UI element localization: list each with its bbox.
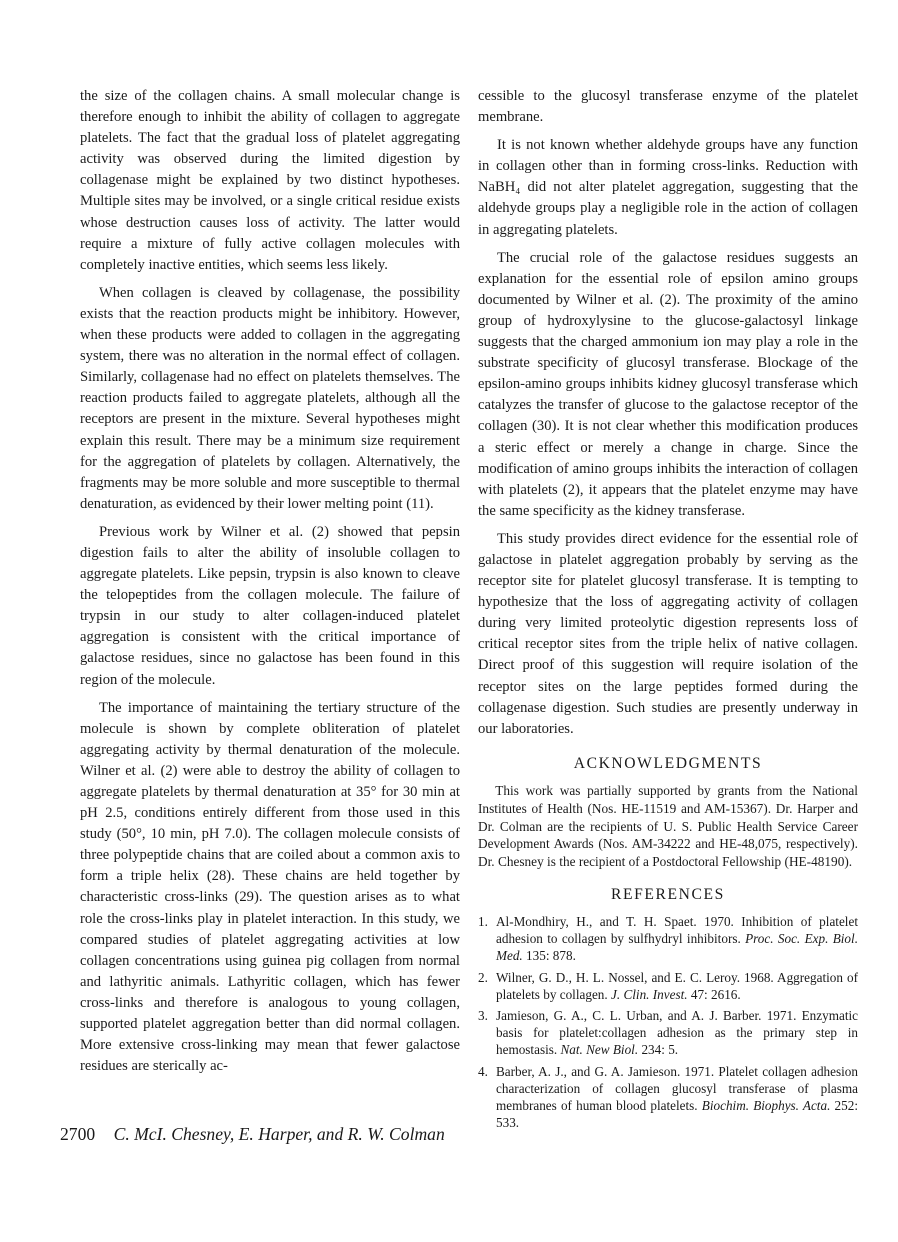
- reference-authors: Barber, A. J., and G. A. Jamieson. 1971. Platelet collagen adhesion characterization of collagen glucosyl transferase of plasma membranes of human blood platelets.: [496, 1063, 858, 1114]
- reference-journal: Proc. Soc. Exp. Biol. Med.: [496, 931, 858, 964]
- reference-pages: 533.: [496, 1115, 520, 1131]
- reference-pages: 2616.: [711, 986, 741, 1002]
- body-paragraph: Previous work by Wilner et al. (2) showed that pepsin digestion fails to alter the ability of insoluble collagen to aggregate platelets. Like pepsin, trypsin is also known to cleave the telopeptides from the collagen molecule. The failure of trypsin in our study to alter collagen-induced platelet aggregation is consistent with the critical importance of galactose residues, since no galactose has been found in this region of the molecule.: [80, 523, 460, 688]
- reference-volume: 234:: [641, 1042, 665, 1058]
- reference-journal: Nat. New Biol.: [560, 1042, 639, 1058]
- reference-item: [478, 969, 858, 1003]
- reference-item: [478, 1063, 858, 1132]
- page-footer: [60, 1124, 445, 1145]
- reference-volume: 135:: [526, 948, 550, 964]
- body-paragraph: the size of the collagen chains. A small molecular change is therefore enough to inhibit the ability of collagen to aggregate platelets. The fact that the gradual loss of platelet aggregating activity was observed during the limited digestion by collagenase might be explained by two distinct hypotheses. Multiple sites may be involved, or a single critical residue exists whose destruction causes loss of activity. The latter would require a mixture of fully active collagen molecules with completely inactive entities, which seems less likely.: [80, 88, 460, 273]
- reference-number: 2.: [478, 969, 488, 985]
- references-heading: REFERENCES: [611, 885, 725, 903]
- reference-pages: 878.: [552, 948, 576, 964]
- reference-journal: J. Clin. Invest.: [611, 986, 688, 1002]
- reference-item: [478, 1007, 858, 1059]
- body-paragraph: cessible to the glucosyl transferase enzyme of the platelet membrane.: [478, 88, 858, 126]
- body-paragraph: This study provides direct evidence for the essential role of galactose in platelet aggregation probably by serving as the receptor site for platelet glucosyl transferase. It is tempting to hypothesize that the loss of aggregating activity of collagen during very limited proteolytic digestion represents loss of critical receptor sites from the triple helix of native collagen. Direct proof of this suggestion will require isolation of the receptor sites on the large peptides formed during the collagenase digestion. Such studies are presently underway in our laboratories.: [478, 530, 858, 737]
- body-paragraph: It is not known whether aldehyde groups have any function in collagen other than in forming cross-links. Reduction with NaBH₄ did not alter platelet aggregation, suggesting that the aldehyde groups play a negligible role in the action of collagen in aggregating platelets.: [478, 137, 858, 238]
- reference-item: [478, 913, 858, 965]
- acknowledgments-text: This work was partially supported by grants from the National Institutes of Health (Nos. HE-11519 and AM-15367). Dr. Harper and Dr. Colman are the recipients of U. S. Public Health Service Career Development Awards (Nos. AM-34222 and HE-48,075, respectively). Dr. Chesney is the recipient of a Postdoctoral Fellowship (HE-48190).: [478, 782, 858, 870]
- acknowledgments-heading: ACKNOWLEDGMENTS: [573, 754, 763, 772]
- reference-volume: 47:: [690, 986, 708, 1002]
- reference-number: 1.: [478, 913, 488, 929]
- reference-number: 3.: [478, 1008, 488, 1023]
- reference-number: 4.: [478, 1063, 488, 1079]
- running-authors: C. McI. Chesney, E. Harper, and R. W. Colman: [113, 1124, 445, 1144]
- page-number: 2700: [60, 1124, 96, 1144]
- right-column: [478, 86, 858, 1135]
- body-paragraph: The importance of maintaining the tertiary structure of the molecule is shown by complete obliteration of platelet aggregating activity by thermal denaturation of the molecule. Wilner et al. (2) were able to destroy the ability of collagen to aggregate platelets by thermal denaturation at 35° for 30 min at pH 2.5, conditions entirely different from those used in this study (50°, 10 min, pH 7.0). The collagen molecule consists of three polypeptide chains that are coiled about a common axis to form a triple helix (28). These chains are held together by characteristic cross-links (29). The question arises as to what role the cross-links play in platelet interaction. In this study, we compared studies of platelet aggregating activities at low collagen concentrations using guinea pig collagen from normal and lathyritic animals. Lathyritic collagen, which has fewer cross-links and therefore is analogous to young collagen, supported platelet aggregation better than did normal collagen. More extensive cross-linking may mean that fewer galactose residues are sterically ac-: [80, 699, 460, 1075]
- reference-authors: Jamieson, G. A., C. L. Urban, and A. J. Barber. 1971. Enzymatic basis for platelet:collagen adhesion as the primary step in hemostasis.: [496, 1008, 858, 1058]
- reference-pages: 5.: [668, 1042, 679, 1058]
- body-paragraph: When collagen is cleaved by collagenase, the possibility exists that the reaction products might be inhibitory. However, when these products were added to collagen in the aggregating system, there was no alteration in the normal effect of collagen. Similarly, collagenase had no effect on platelets themselves. The reaction products failed to aggregate platelets, although all the receptors are present in the mixture. Several hypotheses might explain this result. There may be a minimum size requirement for the aggregation of platelets by collagen. Alternatively, the fragments may be more soluble and more susceptible to thermal denaturation, as evidenced by their lower melting point (11).: [80, 284, 460, 512]
- reference-authors: Wilner, G. D., H. L. Nossel, and E. C. Leroy. 1968. Aggregation of platelets by collagen.: [496, 969, 858, 1002]
- reference-journal: Biochim. Biophys. Acta.: [701, 1098, 831, 1114]
- reference-authors: Al-Mondhiry, H., and T. H. Spaet. 1970. Inhibition of platelet adhesion to collagen by sulfhydryl inhibitors.: [496, 913, 858, 947]
- left-column: [80, 86, 460, 1084]
- reference-volume: 252:: [834, 1098, 858, 1114]
- references-list: [478, 913, 858, 1131]
- body-paragraph: The crucial role of the galactose residues suggests an explanation for the essential role of epsilon amino groups documented by Wilner et al. (2). The proximity of the amino group of hydroxylysine to the glucose-galactosyl linkage suggests that the charged ammonium ion may play a role in the substrate specificity of glucosyl transferase. Blockage of the epsilon-amino groups inhibits kidney glucosyl transferase which catalyzes the transfer of glucose to the galactose receptor of the collagen (30). It is not clear whether this modification produces a steric effect or merely a change in charge. Since the modification of amino groups inhibits the interaction of collagen with platelets (2), it appears that the platelet enzyme may have the same specificity as the kidney transferase.: [478, 249, 858, 519]
